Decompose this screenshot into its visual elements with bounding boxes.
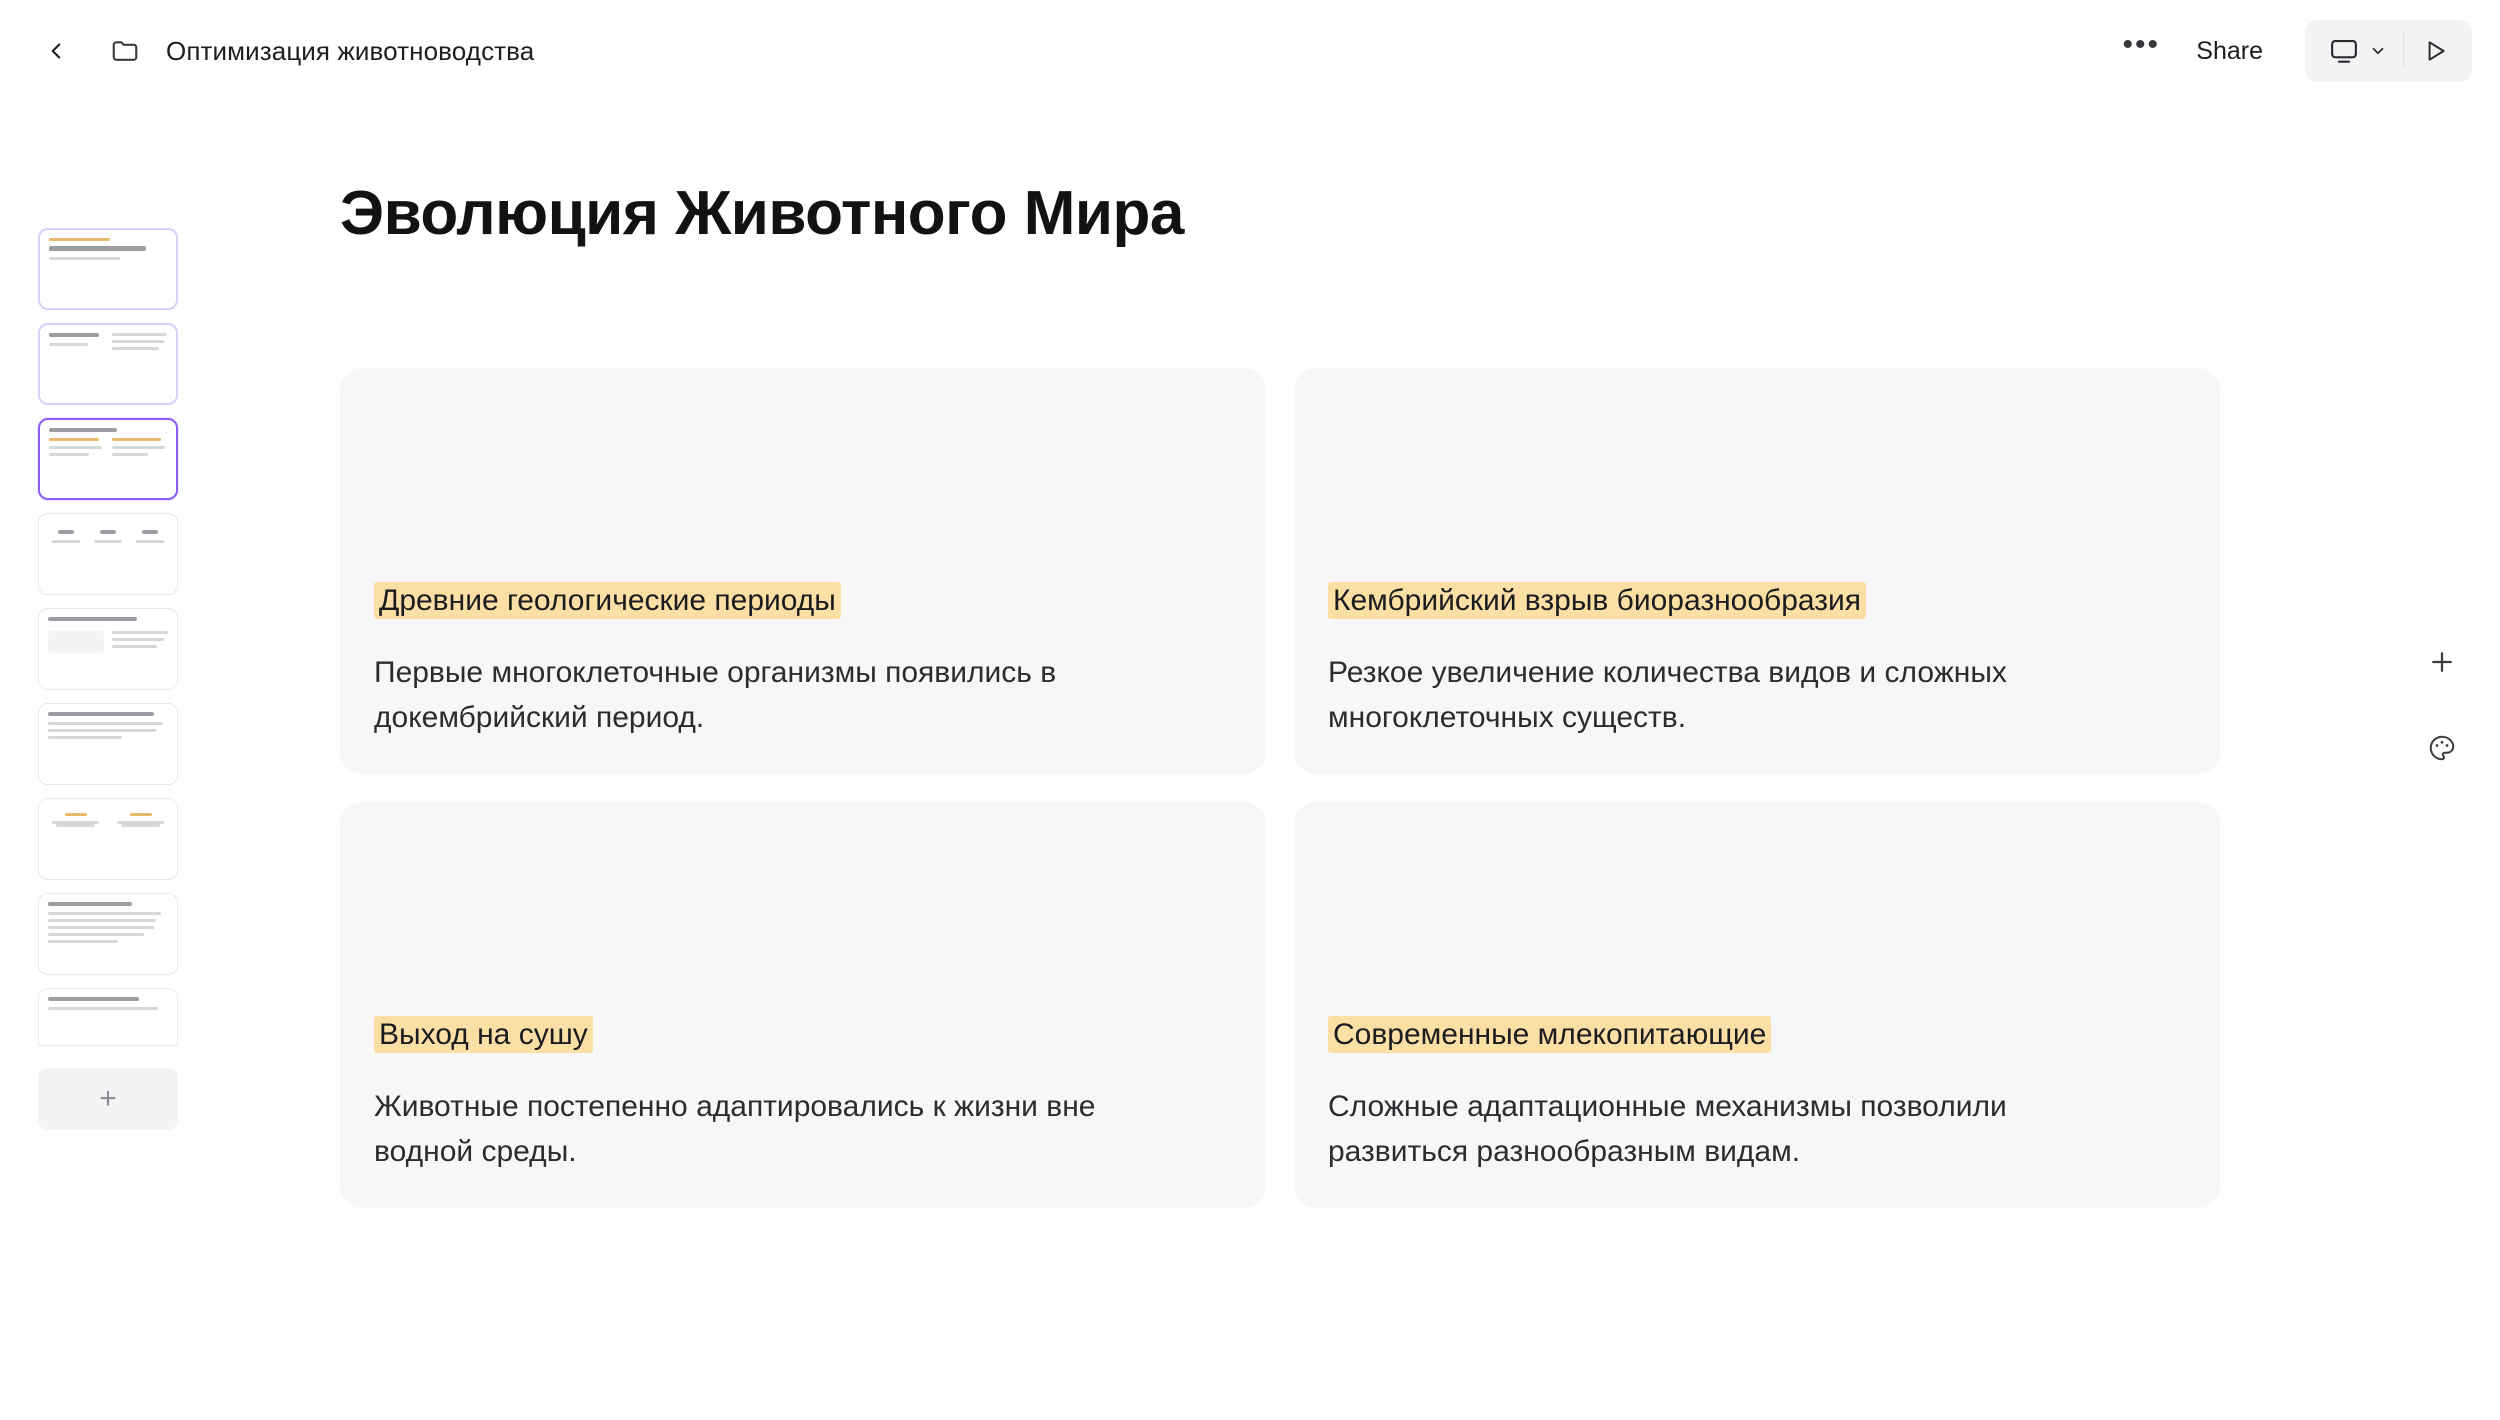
slide-thumbnail-2[interactable]	[38, 323, 178, 405]
chevron-down-icon	[2369, 42, 2387, 60]
card-heading: Кембрийский взрыв биоразнообразия	[1328, 582, 1866, 619]
slide-thumbnail-7[interactable]	[38, 798, 178, 880]
present-mode-button[interactable]	[2311, 25, 2403, 77]
card-heading: Выход на сушу	[374, 1016, 593, 1053]
more-options-button[interactable]: •••	[2122, 28, 2161, 61]
slide-title[interactable]: Эволюция Животного Мира	[340, 179, 1184, 248]
top-bar-actions	[2112, 20, 2472, 82]
palette-icon	[2427, 733, 2457, 763]
add-element-button[interactable]	[2420, 640, 2464, 684]
card-heading: Древние геологические периоды	[374, 582, 841, 619]
slide-thumbnail-8[interactable]	[38, 893, 178, 975]
present-controls	[2305, 20, 2472, 82]
slide-thumbnail-9[interactable]	[38, 988, 178, 1046]
document-icon	[102, 29, 148, 73]
right-tool-rail	[2420, 640, 2464, 770]
card-heading-wrap	[1328, 1013, 2186, 1057]
slide-thumbnail-4[interactable]	[38, 513, 178, 595]
content-card[interactable]	[340, 368, 1266, 774]
chevron-left-icon	[43, 38, 69, 64]
slide-thumbnail-rail[interactable]	[38, 228, 178, 1130]
card-body: Животные постепенно адаптировались к жизни вне водной среды.	[374, 1090, 1096, 1169]
card-body: Первые многоклеточные организмы появились в докембрийский период.	[374, 656, 1057, 735]
theme-button[interactable]	[2420, 726, 2464, 770]
play-triangle-icon	[2422, 38, 2448, 64]
add-slide-button[interactable]: +	[38, 1068, 178, 1130]
start-presentation-button[interactable]	[2404, 25, 2466, 77]
card-heading-wrap	[1328, 579, 2186, 623]
card-heading-wrap	[374, 579, 1232, 623]
slide-canvas	[340, 180, 2300, 1208]
slide-thumbnail-5[interactable]	[38, 608, 178, 690]
card-body: Сложные адаптационные механизмы позволили развиться разнообразным видам.	[1328, 1090, 2007, 1169]
share-button[interactable]: Share	[2196, 36, 2263, 65]
back-button[interactable]	[34, 29, 78, 73]
card-heading-wrap	[374, 1013, 1232, 1057]
slide-thumbnail-6[interactable]	[38, 703, 178, 785]
plus-icon	[2427, 647, 2457, 677]
document-title: Оптимизация животноводства	[166, 35, 535, 66]
card-grid	[340, 368, 2220, 1208]
content-card[interactable]	[340, 802, 1266, 1208]
top-bar	[0, 0, 2500, 102]
present-screen-icon	[2329, 36, 2359, 66]
content-card[interactable]	[1294, 802, 2220, 1208]
slide-thumbnail-1[interactable]	[38, 228, 178, 310]
card-body: Резкое увеличение количества видов и сложных многоклеточных существ.	[1328, 656, 2007, 735]
card-heading: Современные млекопитающие	[1328, 1016, 1771, 1053]
slide-thumbnail-3[interactable]	[38, 418, 178, 500]
content-card[interactable]	[1294, 368, 2220, 774]
